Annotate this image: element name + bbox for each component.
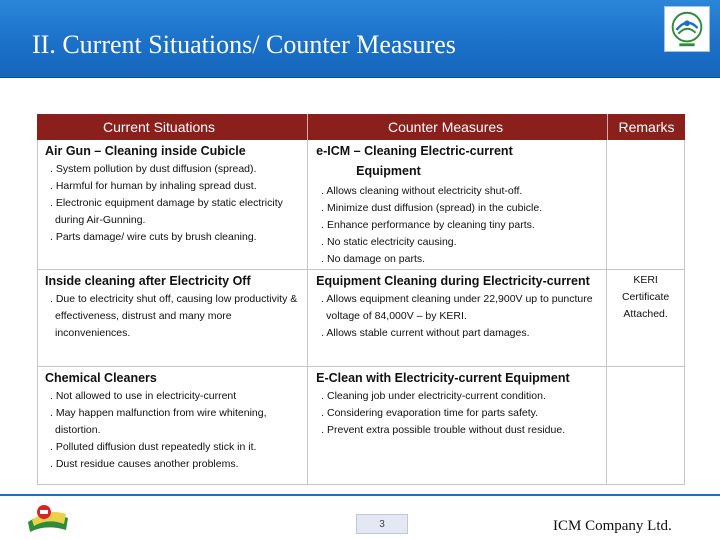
counter-item: . No static electricity causing. (321, 236, 457, 248)
counter-title-continued: Equipment (356, 164, 421, 178)
situation-item: . Dust residue causes another problems. (50, 458, 239, 470)
situation-cell (38, 270, 307, 366)
remarks-cell (606, 367, 684, 484)
footer-divider (0, 494, 720, 496)
company-emblem-icon (664, 6, 710, 52)
title-bar (0, 0, 720, 78)
slide-title: II. Current Situations/ Counter Measures (32, 30, 456, 59)
situation-item: . Due to electricity shut off, causing low productivity & effectiveness, distrust and many more inconveniences. (50, 293, 298, 339)
remark-text: Attached. (623, 308, 668, 320)
remark-text: KERI (633, 274, 658, 286)
situation-item: . May happen malfunction from wire whitening, distortion. (50, 407, 267, 436)
situation-title: Inside cleaning after Electricity Off (45, 274, 251, 288)
situation-item: . Harmful for human by inhaling spread dust. (50, 180, 257, 192)
remarks-cell (606, 270, 684, 366)
header-counter-measures: Counter Measures (307, 114, 607, 140)
counter-item: . Allows stable current without part damages. (321, 327, 530, 339)
counter-item: . Considering evaporation time for parts safety. (321, 407, 539, 419)
remarks-cell (606, 140, 684, 269)
measures-table (37, 114, 685, 486)
header-situations: Current Situations (103, 119, 216, 135)
table-row (38, 366, 684, 484)
situation-item: . System pollution by dust diffusion (spread). (50, 163, 257, 175)
counter-title: Equipment Cleaning during Electricity-current (316, 274, 590, 288)
counter-title: E-Clean with Electricity-current Equipment (316, 371, 570, 385)
situation-title: Air Gun – Cleaning inside Cubicle (45, 144, 246, 158)
situation-cell (38, 140, 307, 269)
situation-item: . Parts damage/ wire cuts by brush cleaning. (50, 231, 257, 243)
table-header (37, 114, 685, 140)
situation-cell (38, 367, 307, 484)
page-number: 3 (356, 514, 408, 534)
counter-item: . Allows cleaning without electricity shut-off. (321, 185, 523, 197)
counter-item: . Enhance performance by cleaning tiny parts. (321, 219, 535, 231)
counter-title: e-ICM – Cleaning Electric-current (316, 144, 513, 158)
table-row (38, 140, 684, 269)
counter-item: . Prevent extra possible trouble without dust residue. (321, 424, 566, 436)
counter-item: . No damage on parts. (321, 253, 426, 265)
table-body (37, 140, 685, 485)
header-remarks: Remarks (607, 114, 685, 140)
table-row (38, 269, 684, 366)
counter-cell (307, 367, 606, 484)
counter-item: . Minimize dust diffusion (spread) in the cubicle. (321, 202, 543, 214)
counter-item: . Allows equipment cleaning under 22,900V up to puncture voltage of 84,000V – by KERI. (321, 293, 593, 322)
book-logo-icon (26, 500, 70, 536)
counter-cell (307, 270, 606, 366)
remark-text: Certificate (621, 291, 670, 303)
situation-title: Chemical Cleaners (45, 371, 157, 385)
counter-cell (307, 140, 606, 269)
company-name: ICM Company Ltd. (553, 518, 672, 534)
situation-item: . Polluted diffusion dust repeatedly stick in it. (50, 441, 257, 453)
counter-item: . Cleaning job under electricity-current condition. (321, 390, 546, 402)
situation-item: . Not allowed to use in electricity-current (50, 390, 237, 402)
situation-item: . Electronic equipment damage by static electricity during Air-Gunning. (50, 197, 283, 226)
